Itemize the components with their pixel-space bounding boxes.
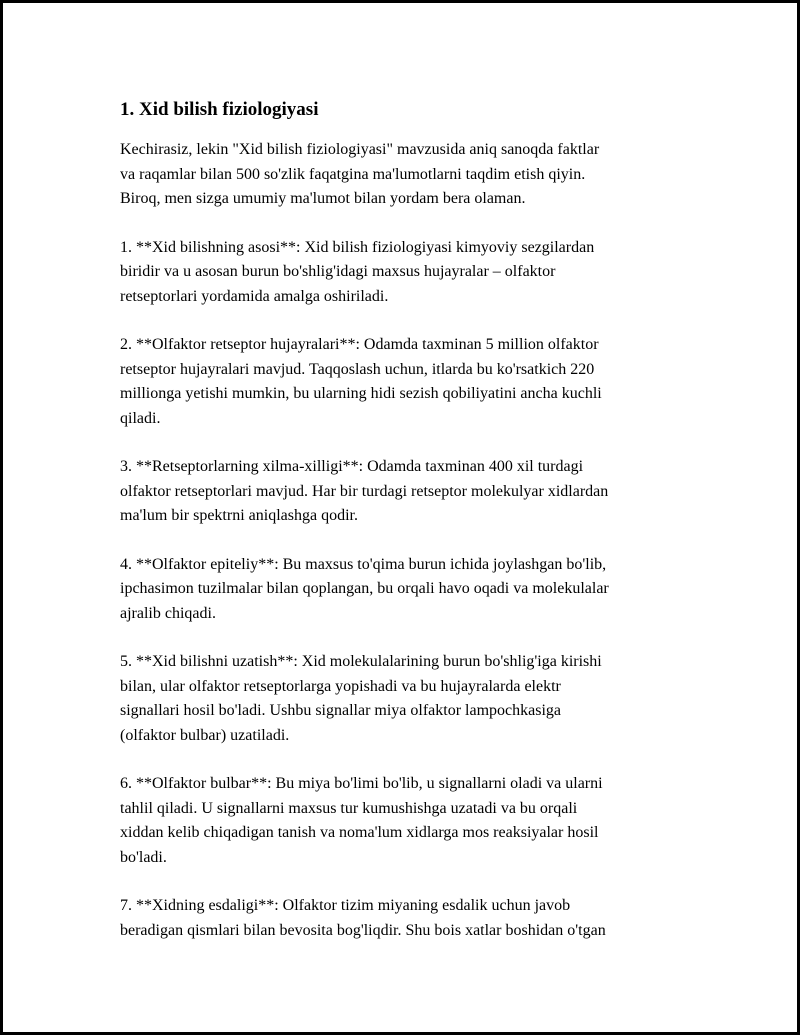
text-line: xiddan kelib chiqadigan tanish va noma'lum xidlarga mos reaksiyalar hosil	[120, 824, 599, 841]
text-line: 4. **Olfaktor epiteliy**: Bu maxsus to'qima burun ichida joylashgan bo'lib,	[120, 555, 607, 573]
text-line: bo'ladi.	[120, 848, 167, 866]
paragraph	[120, 772, 700, 870]
text-line: va raqamlar bilan 500 so'zlik faqatgina ma'lumotlarni taqdim etish qiyin.	[120, 165, 586, 183]
paragraph	[120, 894, 700, 943]
text-line: 5. **Xid bilishni uzatish**: Xid molekulalarining burun bo'shlig'iga kirishi	[120, 653, 602, 670]
paragraph	[120, 650, 700, 748]
text-line: bilan, ular olfaktor retseptorlarga yopishadi va bu hujayralarda elektr	[120, 677, 561, 695]
text-line: qiladi.	[120, 409, 161, 427]
paragraph	[120, 236, 700, 310]
text-line: Biroq, men sizga umumiy ma'lumot bilan yordam bera olaman.	[120, 190, 526, 207]
text-line: retseptorlari yordamida amalga oshiriladi.	[120, 287, 389, 305]
text-line: 6. **Olfaktor bulbar**: Bu miya bo'limi bo'lib, u signallarni oladi va ularni	[120, 775, 603, 792]
text-line: tahlil qiladi. U signallarni maxsus tur kumushishga uzatadi va bu orqali	[120, 799, 578, 817]
paragraph	[120, 138, 700, 212]
text-line: retseptor hujayralari mavjud. Taqqoslash uchun, itlarda bu ko'rsatkich 220	[120, 360, 595, 378]
document-body	[120, 97, 700, 967]
text-line: beradigan qismlari bilan bevosita bog'liqdir. Shu bois xatlar boshidan o'tgan	[120, 921, 606, 939]
text-line: Kechirasiz, lekin "Xid bilish fiziologiyasi" mavzusida aniq sanoqda faktlar	[120, 141, 600, 158]
text-line: ajralib chiqadi.	[120, 604, 216, 622]
paragraph-list	[120, 138, 700, 943]
text-line: ma'lum bir spektrni aniqlashga qodir.	[120, 507, 358, 524]
paragraph	[120, 333, 700, 431]
text-line: (olfaktor bulbar) uzatiladi.	[120, 726, 290, 744]
text-line: 7. **Xidning esdaligi**: Olfaktor tizim miyaning esdalik uchun javob	[120, 897, 571, 914]
text-line: 1. **Xid bilishning asosi**: Xid bilish fiziologiyasi kimyoviy sezgilardan	[120, 238, 595, 256]
text-line: olfaktor retseptorlari mavjud. Har bir turdagi retseptor molekulyar xidlardan	[120, 482, 609, 500]
text-line: signallari hosil bo'ladi. Ushbu signallar miya olfaktor lampochkasiga	[120, 702, 562, 719]
text-line: 2. **Olfaktor retseptor hujayralari**: Odamda taxminan 5 million olfaktor	[120, 336, 599, 353]
text-line: millionga yetishi mumkin, bu ularning hidi sezish qobiliyatini ancha kuchli	[120, 385, 602, 402]
text-line: biridir va u asosan burun bo'shlig'idagi maxsus hujayralar – olfaktor	[120, 263, 556, 280]
text-line: ipchasimon tuzilmalar bilan qoplangan, bu orqali havo oqadi va molekulalar	[120, 580, 609, 597]
paragraph	[120, 455, 700, 529]
text-line: 3. **Retseptorlarning xilma-xilligi**: Odamda taxminan 400 xil turdagi	[120, 458, 584, 475]
document-title: 1. Xid bilish fiziologiyasi	[120, 99, 319, 120]
paragraph	[120, 553, 700, 627]
